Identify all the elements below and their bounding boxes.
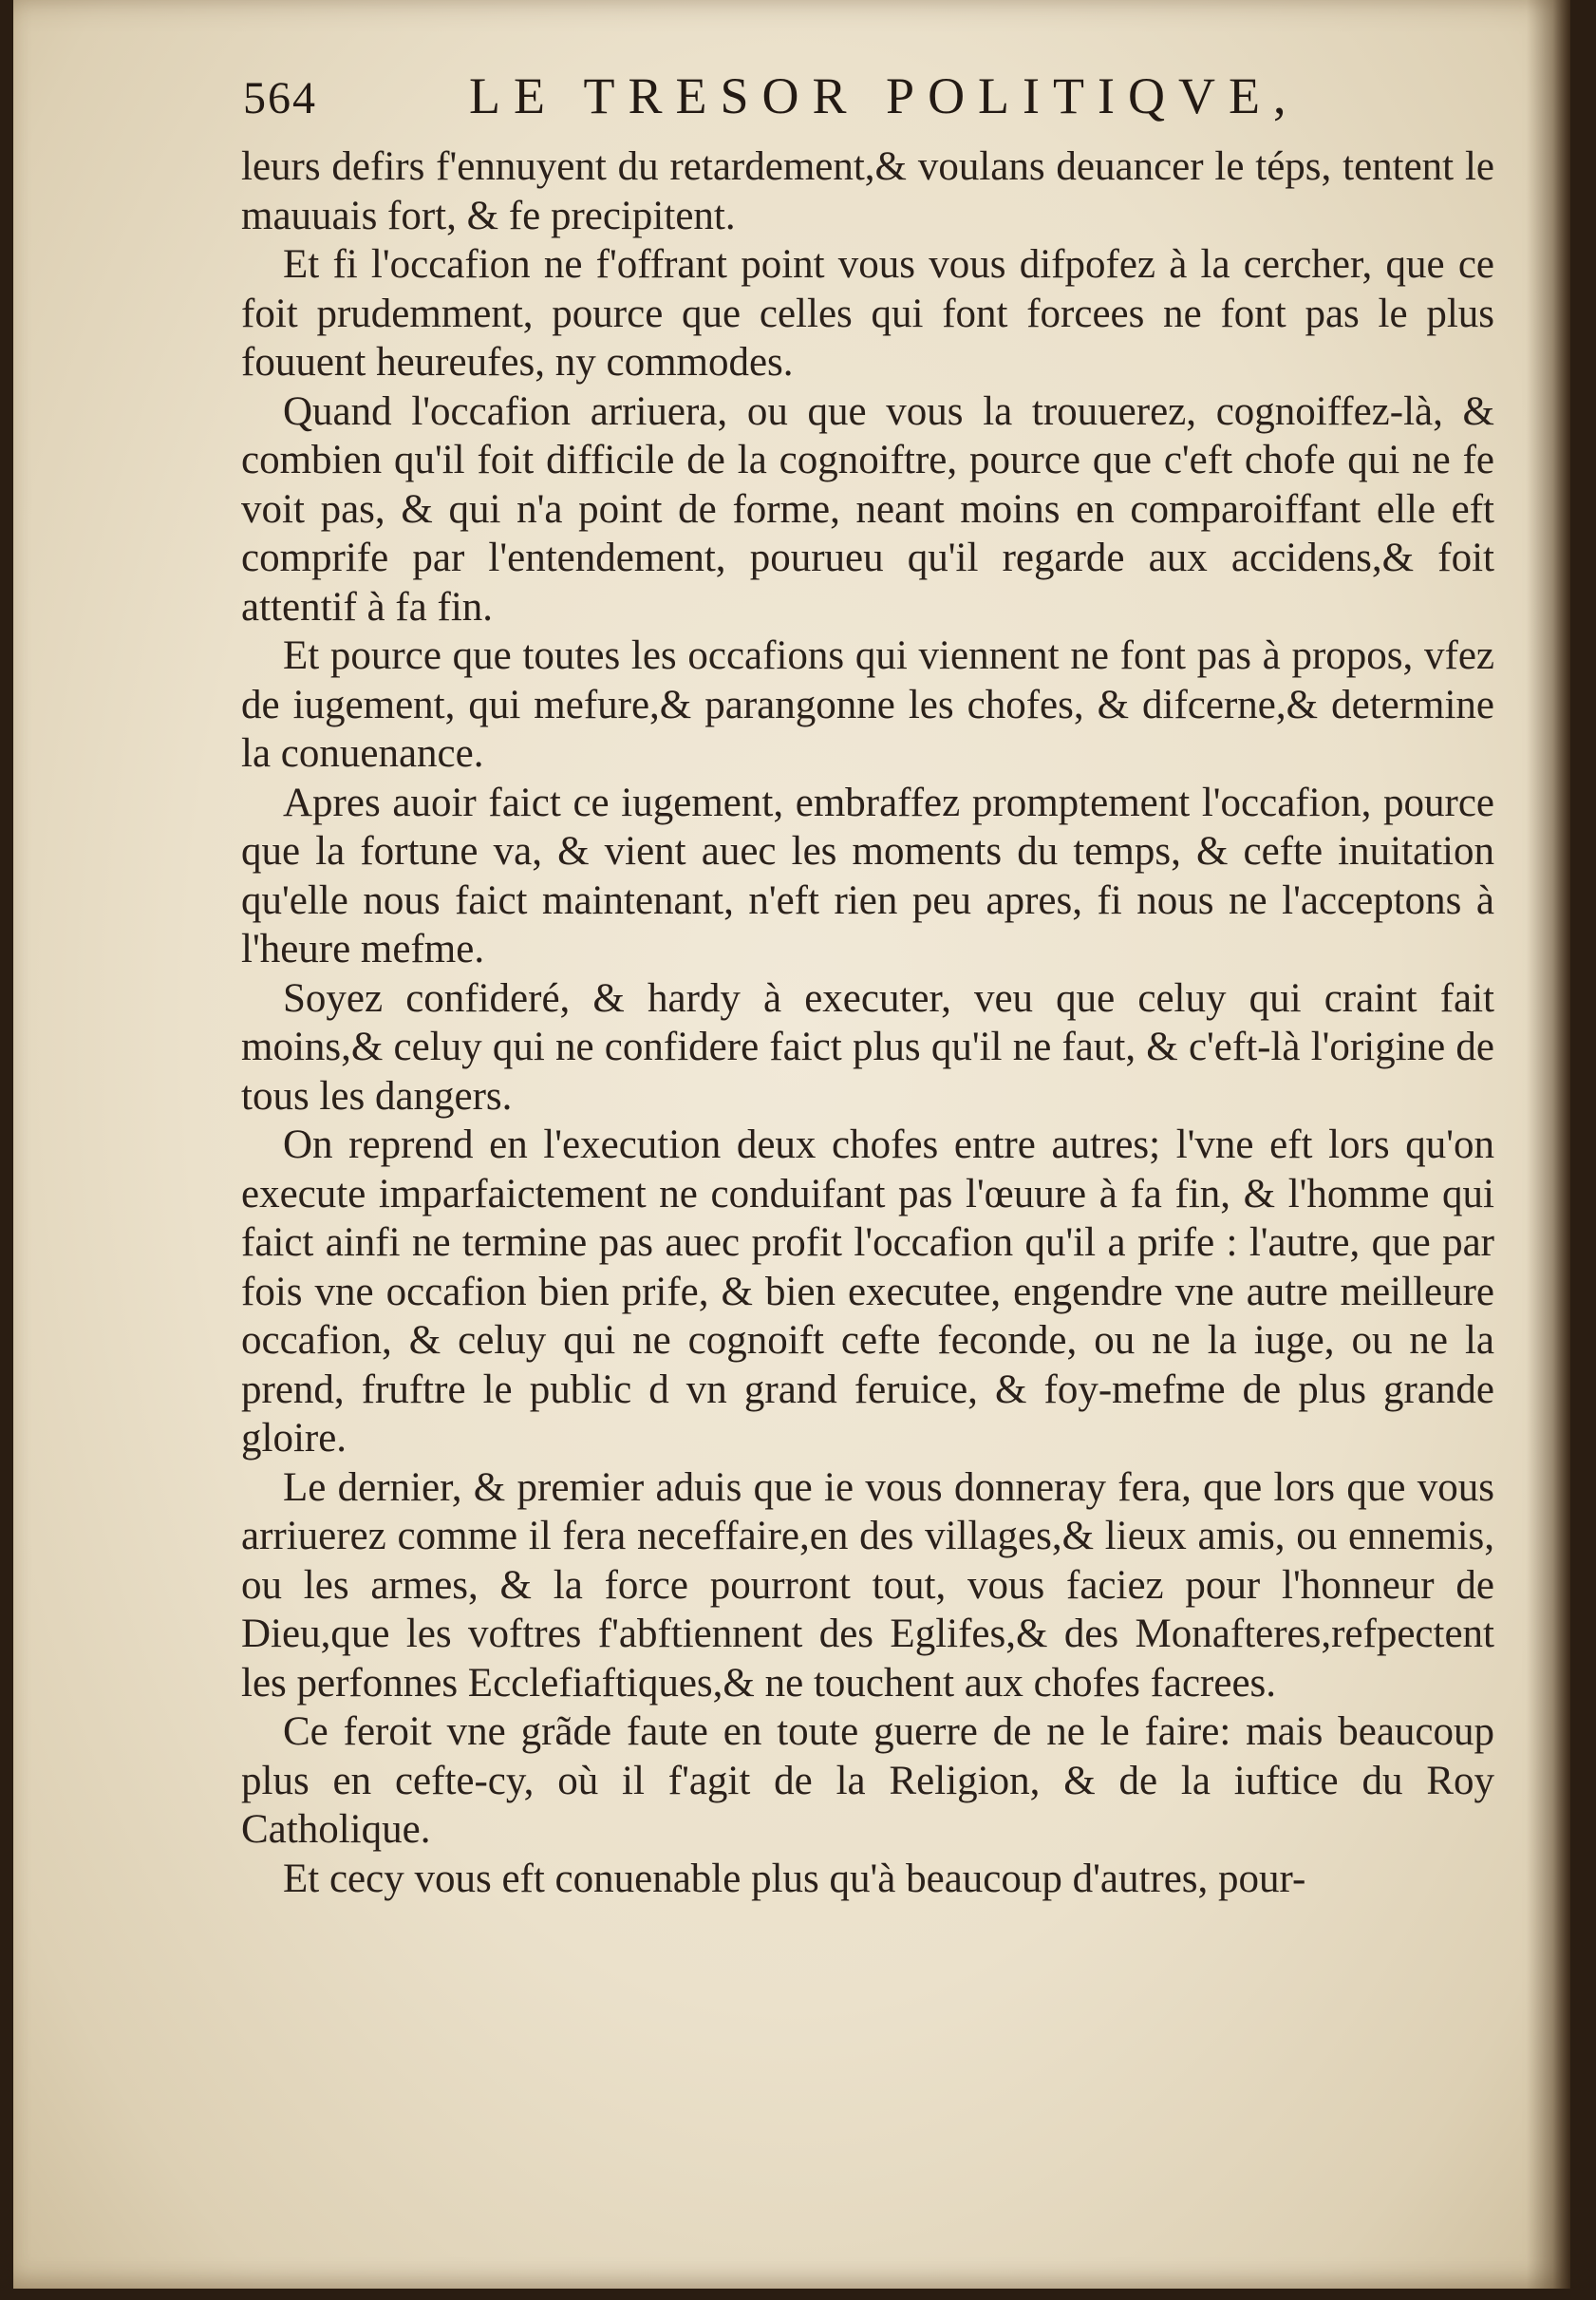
body-text [241,142,1494,1903]
paragraph: Et fi l'occafion ne f'offrant point vous vous difpofez à la cercher, que ce foit prudemment, pource que celles qui font forcees ne font pas le plus fouuent heureufes, ny commodes. [241,242,1494,385]
paragraph: Ce feroit vne grãde faute en toute guerre de ne le faire: mais beaucoup plus en cefte-cy, où il f'agit de la Religion, & de la iuftice du Roy Catholique. [241,1709,1494,1852]
paragraph: Apres auoir faict ce iugement, embraffez promptement l'occafion, pource que la fortune va, & vient auec les moments du temps, & cefte inuitation qu'elle nous faict maintenant, n'eft rien peu apres, fi nous ne l'acceptons à l'heure mefme. [241,780,1494,971]
page-number: 564 [243,73,317,123]
paragraph: Et cecy vous eft conuenable plus qu'à beaucoup d'autres, pour- [283,1856,1306,1901]
paragraph: Et pource que toutes les occafions qui viennent ne font pas à propos, vfez de iugement, qui mefure,& parangonne les chofes, & difcerne,& determine la conuenance. [241,633,1494,776]
paragraph: Soyez confideré, & hardy à executer, veu que celuy qui craint fait moins,& celuy qui ne confidere faict plus qu'il ne faut, & c'eft-là l'origine de tous les dangers. [241,975,1494,1119]
page-header [232,66,1466,152]
page-gutter-shadow [1527,0,1570,2289]
paragraph-continuation: leurs defirs f'ennuyent du retardement,& voulans deuancer le téps, tentent le mauuais fort, & fe precipitent. [241,144,1494,238]
book-page [13,0,1570,2289]
paragraph: Le dernier, & premier aduis que ie vous donneray fera, que lors que vous arriuerez comme il fera neceffaire,en des villages,& lieux amis, ou ennemis, ou les armes, & la force pourront tout, vous faciez pour l'honneur de Dieu,que les voftres f'abftiennent des Eglifes,& des Monafteres,refpectent les perfonnes Ecclefiaftiques,& ne touchent aux chofes facrees. [241,1464,1494,1706]
running-title: LE TRESOR POLITIQVE, [469,67,1300,124]
paragraph: Quand l'occafion arriuera, ou que vous la trouuerez, cognoiffez-là, & combien qu'il foit difficile de la cognoiftre, pource que c'eft chofe qui ne fe voit pas, & qui n'a point de forme, neant moins en comparoiffant elle eft comprife par l'entendement, pourueu qu'il regarde aux accidens,& foit attentif à fa fin. [241,388,1494,630]
paragraph: On reprend en l'execution deux chofes entre autres; l'vne eft lors qu'on execute imparfaictement ne conduifant pas l'œuure à fa fin, & l'homme qui faict ainfi ne termine pas auec profit l'occafion qu'il a prife : l'autre, que par fois vne occafion bien prife, & bien executee, engendre vne autre meilleure occafion, & celuy qui ne cognoift cefte feconde, ou ne la iuge, ou ne la prend, fruftre le public d vn grand feruice, & foy-mefme de plus grande gloire. [241,1122,1494,1461]
